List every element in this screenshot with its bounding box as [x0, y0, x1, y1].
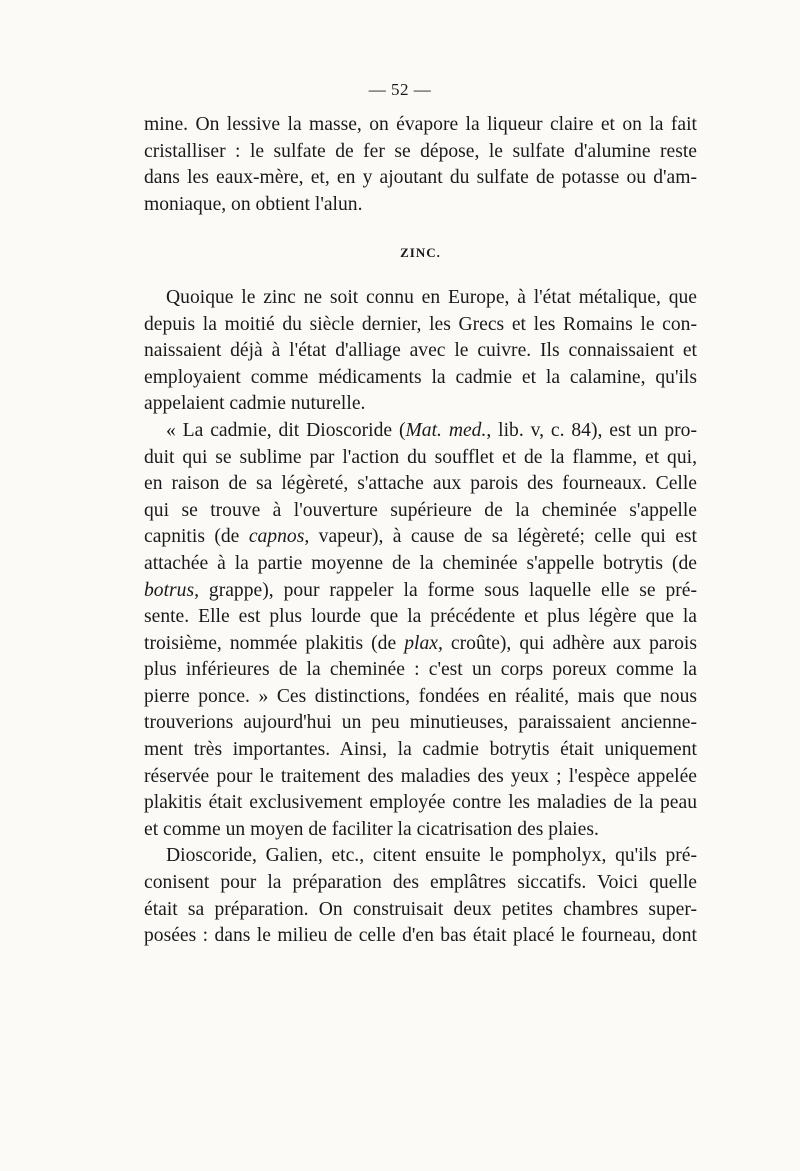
italic-run: botrus,: [144, 579, 199, 601]
text-line: attachée à la partie moyenne de la cheminée s'appelle botrytis (de: [144, 552, 697, 574]
text-line: posées : dans le milieu de celle d'en bas était placé le fourneau, dont: [144, 925, 697, 947]
text-line: [144, 524, 697, 551]
italic-run: Mat. med.: [405, 419, 487, 441]
text-line: plakitis était exclusivement employée contre les maladies de la peau: [144, 792, 697, 814]
text-run: , lib. v, c. 84), est un pro-: [486, 419, 698, 441]
text-line: Dioscoride, Galien, etc., citent ensuite le pompholyx, qu'ils pré-: [166, 845, 697, 867]
italic-run: plax,: [404, 632, 443, 654]
text-run: troisième, nommée plakitis (de: [144, 632, 405, 654]
text-line: moniaque, on obtient l'alun.: [144, 193, 363, 215]
text-line: mine. On lessive la masse, on évapore la liqueur claire et on la fait: [144, 114, 697, 135]
text-line: et comme un moyen de faciliter la cicatrisation des plaies.: [144, 818, 599, 840]
text-line: était sa préparation. On construisait deux petites chambres super-: [144, 898, 697, 920]
text-run: grappe), pour rappeler la forme sous laquelle elle se pré-: [198, 579, 697, 601]
text-line: appelaient cadmie nuturelle.: [144, 393, 366, 415]
text-line: en raison de sa légèreté, s'attache aux parois des fourneaux. Celle: [144, 473, 697, 495]
text-line: conisent pour la préparation des emplâtres siccatifs. Voici quelle: [144, 872, 697, 894]
text-run: croûte), qui adhère aux parois: [442, 632, 697, 654]
text-line: depuis la moitié du siècle dernier, les Grecs et les Romains le con-: [144, 313, 697, 335]
text-line: [144, 578, 697, 605]
text-line: cristalliser : le sulfate de fer se dépose, le sulfate d'alumine reste: [144, 140, 697, 162]
text-line: [144, 631, 697, 658]
text-line: [144, 418, 697, 445]
text-line: trouverions aujourd'hui un peu minutieuses, paraissaient ancienne-: [144, 712, 697, 734]
page-number: — 52 —: [368, 80, 432, 99]
text-run: « La cadmie, dit Dioscoride (: [166, 419, 406, 441]
text-run: capnitis (de: [144, 526, 249, 548]
text-line: Quoique le zinc ne soit connu en Europe, à l'état métalique, que: [166, 286, 697, 308]
text-line: ment très importantes. Ainsi, la cadmie botrytis était uniquement: [144, 739, 697, 761]
body-text: [144, 112, 697, 950]
italic-run: capnos,: [248, 526, 310, 548]
text-line: qui se trouve à l'ouverture supérieure de la cheminée s'appelle: [144, 499, 697, 521]
text-line: réservée pour le traitement des maladies des yeux ; l'espèce appelée: [144, 765, 697, 787]
text-line: sente. Elle est plus lourde que la précédente et plus légère que la: [144, 606, 697, 628]
text-line: dans les eaux-mère, et, en y ajoutant du sulfate de potasse ou d'am-: [144, 167, 697, 189]
text-line: employaient comme médicaments la cadmie et la calamine, qu'ils: [144, 366, 697, 388]
text-line: naissaient déjà à l'état d'alliage avec le cuivre. Ils connaissaient et: [144, 340, 697, 362]
text-line: duit qui se sublime par l'action du soufflet et de la flamme, et qui,: [144, 446, 697, 468]
section-heading: ZINC.: [400, 245, 441, 261]
text-line: pierre ponce. » Ces distinctions, fondées en réalité, mais que nous: [144, 685, 697, 707]
text-line: plus inférieures de la cheminée : c'est un corps poreux comme la: [144, 659, 697, 681]
text-run: vapeur), à cause de sa légèreté; celle qui est: [309, 526, 698, 548]
